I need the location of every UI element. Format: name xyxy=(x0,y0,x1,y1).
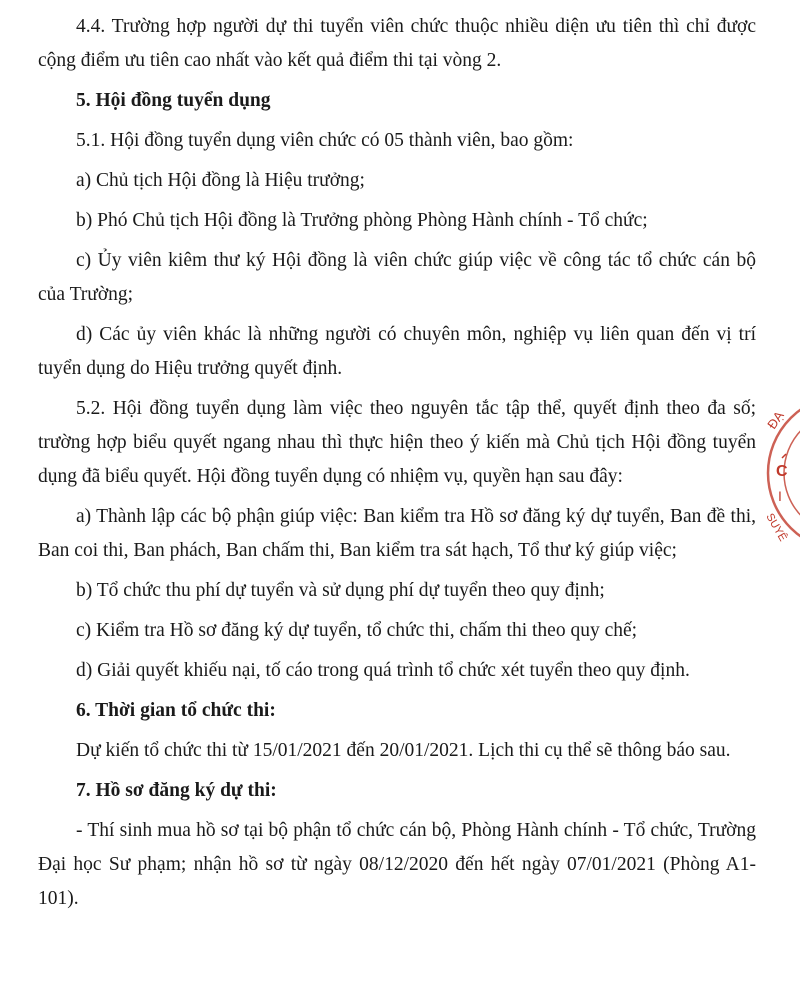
seal-text-i: I xyxy=(778,488,782,504)
seal-text-top: ĐẠ xyxy=(764,408,787,432)
section-heading-7: 7. Hồ sơ đăng ký dự thi: xyxy=(76,780,277,801)
seal-text-c: C xyxy=(776,463,788,480)
paragraph-5-2-a: a) Thành lập các bộ phận giúp việc: Ban kiểm tra Hồ sơ đăng ký dự tuyển, Ban đề thi, Ban coi thi, Ban phách, Ban chấm thi, Ban kiểm tra sát hạch, Tổ thư ký giúp việc; xyxy=(38,506,756,561)
paragraph-4-4: 4.4. Trường hợp người dự thi tuyển viên chức thuộc nhiều diện ưu tiên thì chỉ được cộng điểm ưu tiên cao nhất vào kết quả điểm thi tại vòng 2. xyxy=(38,16,756,71)
paragraph-5-1: 5.1. Hội đồng tuyển dụng viên chức có 05 thành viên, bao gồm: xyxy=(76,130,574,151)
paragraph-5-1-c: c) Ủy viên kiêm thư ký Hội đồng là viên chức giúp việc về công tác tổ chức cán bộ của Trường; xyxy=(38,250,756,305)
section-heading-6: 6. Thời gian tổ chức thi: xyxy=(76,700,276,721)
paragraph-5-2: 5.2. Hội đồng tuyển dụng làm việc theo nguyên tắc tập thể, quyết định theo đa số; trường hợp biểu quyết ngang nhau thì thực hiện theo ý kiến mà Chủ tịch Hội đồng tuyển dụng đã biểu quyết. Hội đồng tuyển dụng có nhiệm vụ, quyền hạn sau đây: xyxy=(38,398,756,487)
seal-text-bottom: SUYÊ xyxy=(763,511,789,544)
paragraph-5-2-d: d) Giải quyết khiếu nại, tố cáo trong quá trình tổ chức xét tuyển theo quy định. xyxy=(76,660,690,681)
paragraph-7: - Thí sinh mua hồ sơ tại bộ phận tổ chức cán bộ, Phòng Hành chính - Tổ chức, Trường Đại học Sư phạm; nhận hồ sơ từ ngày 08/12/2020 đến hết ngày 07/01/2021 (Phòng A1-101). xyxy=(38,820,756,909)
paragraph-5-1-b: b) Phó Chủ tịch Hội đồng là Trưởng phòng Phòng Hành chính - Tổ chức; xyxy=(76,210,648,231)
paragraph-5-1-d: d) Các ủy viên khác là những người có chuyên môn, nghiệp vụ liên quan đến vị trí tuyển dụng do Hiệu trưởng quyết định. xyxy=(38,324,756,379)
red-seal-stamp xyxy=(762,388,800,558)
paragraph-5-2-c: c) Kiểm tra Hồ sơ đăng ký dự tuyển, tổ chức thi, chấm thi theo quy chế; xyxy=(76,620,638,641)
paragraph-5-2-b: b) Tổ chức thu phí dự tuyển và sử dụng phí dự tuyển theo quy định; xyxy=(76,580,605,601)
document-body xyxy=(38,10,756,922)
section-heading-5: 5. Hội đồng tuyển dụng xyxy=(76,90,271,111)
paragraph-6: Dự kiến tổ chức thi từ 15/01/2021 đến 20/01/2021. Lịch thi cụ thể sẽ thông báo sau. xyxy=(76,740,731,761)
paragraph-5-1-a: a) Chủ tịch Hội đồng là Hiệu trưởng; xyxy=(76,170,365,191)
